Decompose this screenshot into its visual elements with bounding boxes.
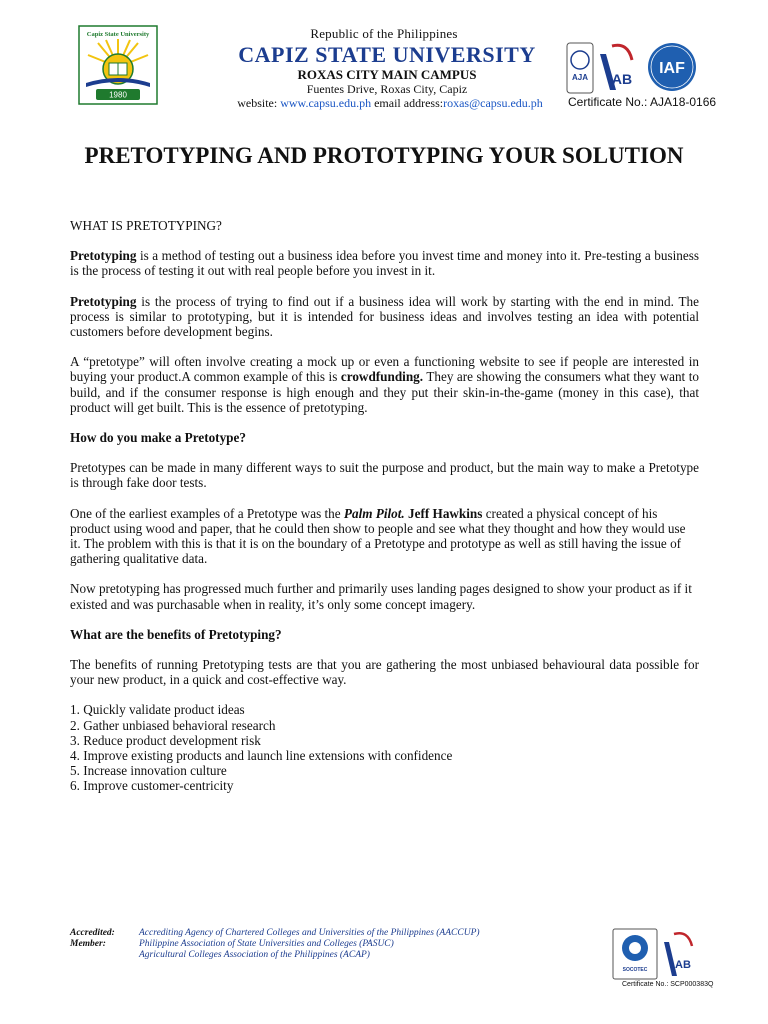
iaf-logo-text: IAF [659, 60, 685, 77]
ab-footer-logo-text: AB [675, 959, 691, 971]
list-item: 3. Reduce product development risk [70, 732, 261, 748]
paragraph-3-text-a: A “pretotype” will often involve creating a mock up or even a functioning website to see if people are interested in buying your product.A common example of this is [70, 354, 699, 385]
term-palm-pilot: Palm Pilot. [343, 505, 405, 521]
campus-address: Fuentes Drive, Roxas City, Capiz [306, 82, 468, 96]
campus-name: ROXAS CITY MAIN CAMPUS [297, 67, 477, 82]
list-item: 6. Improve customer-centricity [70, 778, 234, 794]
paragraph-5 [70, 506, 699, 567]
certification-logos [566, 40, 698, 96]
member-label: Member: [70, 939, 106, 949]
footer-member-row-2 [70, 950, 590, 961]
accredited-label: Accredited: [70, 928, 115, 938]
website-label: website: [237, 96, 281, 110]
paragraph-7: The benefits of running Pretotyping tests are that you are gathering the most unbiased behavioural data possible for your new product, in a quick and cost-effective way. [70, 657, 699, 688]
paragraph-4: Pretotypes can be made in many different ways to suit the purpose and product, but the main way to make a Pretotype is through fake door tests. [70, 460, 699, 491]
seal-text: Capiz State University [86, 31, 150, 38]
socotec-logo-text: SOCOTEC [622, 967, 648, 973]
footer-affiliations [70, 928, 590, 961]
paragraph-1 [70, 248, 699, 278]
university-name: CAPIZ STATE UNIVERSITY [238, 42, 536, 67]
footer-certificate-number: Certificate No.: SCP000383Q [622, 981, 714, 988]
footer-accredited-row [70, 928, 590, 939]
benefits-list [70, 702, 699, 793]
header-certificate-number: Certificate No.: AJA18-0166 [568, 95, 717, 109]
paragraph-3-text-b: They are showing the consumers what they want to build, and if the consumer response is high enough and they put their skin-in-the-game (money in this case), that product will get built. This is the essence of pretotyping. [70, 369, 699, 415]
paragraph-5-text-b: created a physical concept of his product using wood and paper, that he could then show to people and see what they thought and how they would use it. The problem with this is that it is on the boundary of a Pretotype and prototype as well as still having the issue of gathering qualitative data. [70, 505, 686, 567]
document-title: PRETOTYPING AND PROTOTYPING YOUR SOLUTION [84, 143, 684, 168]
term-pretotyping: Pretotyping [70, 293, 137, 309]
list-item: 5. Increase innovation culture [70, 763, 227, 779]
footer-member-row [70, 939, 590, 950]
section-heading-what-is-pretotyping: WHAT IS PRETOTYPING? [70, 218, 222, 233]
section-heading-benefits: What are the benefits of Pretotyping? [70, 626, 282, 642]
ab-logo-text: AB [611, 71, 633, 87]
email-label: email address: [371, 96, 444, 110]
paragraph-6: Now pretotyping has progressed much further and primarily uses landing pages designed to show your product as if it existed and was purchasable when in reality, it’s only some concept imagery. [70, 581, 692, 612]
paragraph-2 [70, 294, 699, 340]
paragraph-5-text-a: One of the earliest examples of a Pretotype was the [70, 505, 344, 521]
website-link[interactable]: www.capsu.edu.ph [280, 96, 372, 110]
section-heading-how-to-make: How do you make a Pretotype? [70, 430, 246, 446]
term-jeff-hawkins: Jeff Hawkins [408, 505, 483, 521]
aja-logo-text: AJA [571, 73, 589, 82]
document-body [70, 218, 699, 794]
paragraph-1-text: is a method of testing out a business idea before you invest time and money into it. Pre-testing a business is the process of testing it out with real people before you invest in it. [70, 248, 699, 279]
term-pretotyping: Pretotyping [70, 248, 137, 264]
seal-year: 1980 [109, 90, 127, 100]
member-text-2: Agricultural Colleges Association of the Philippines (ACAP) [139, 950, 370, 960]
republic-line: Republic of the Philippines [310, 26, 458, 41]
socotec-logo [613, 929, 657, 979]
term-crowdfunding: crowdfunding. [340, 369, 424, 385]
accredited-text: Accrediting Agency of Chartered Colleges and Universities of the Philippines (AACCUP) [139, 928, 480, 938]
ab-footer-logo [664, 933, 692, 976]
ab-logo [600, 45, 632, 90]
footer-certification-logos [612, 928, 704, 980]
list-item: 4. Improve existing products and launch line extensions with confidence [70, 748, 453, 764]
iaf-logo [648, 43, 696, 91]
email-link[interactable]: roxas@capsu.edu.ph [443, 96, 543, 110]
paragraph-2-text: is the process of trying to find out if a business idea will work by starting with the end in mind. The process is similar to prototyping, but it is intended for business ideas and involves testing an idea with potential customers before development begins. [70, 293, 699, 340]
contact-line [200, 96, 580, 111]
paragraph-3 [70, 354, 699, 415]
list-item: 2. Gather unbiased behavioral research [70, 717, 276, 733]
aja-logo [567, 43, 593, 93]
member-text-1: Philippine Association of State Universities and Colleges (PASUC) [139, 939, 394, 949]
list-item: 1. Quickly validate product ideas [70, 702, 245, 718]
